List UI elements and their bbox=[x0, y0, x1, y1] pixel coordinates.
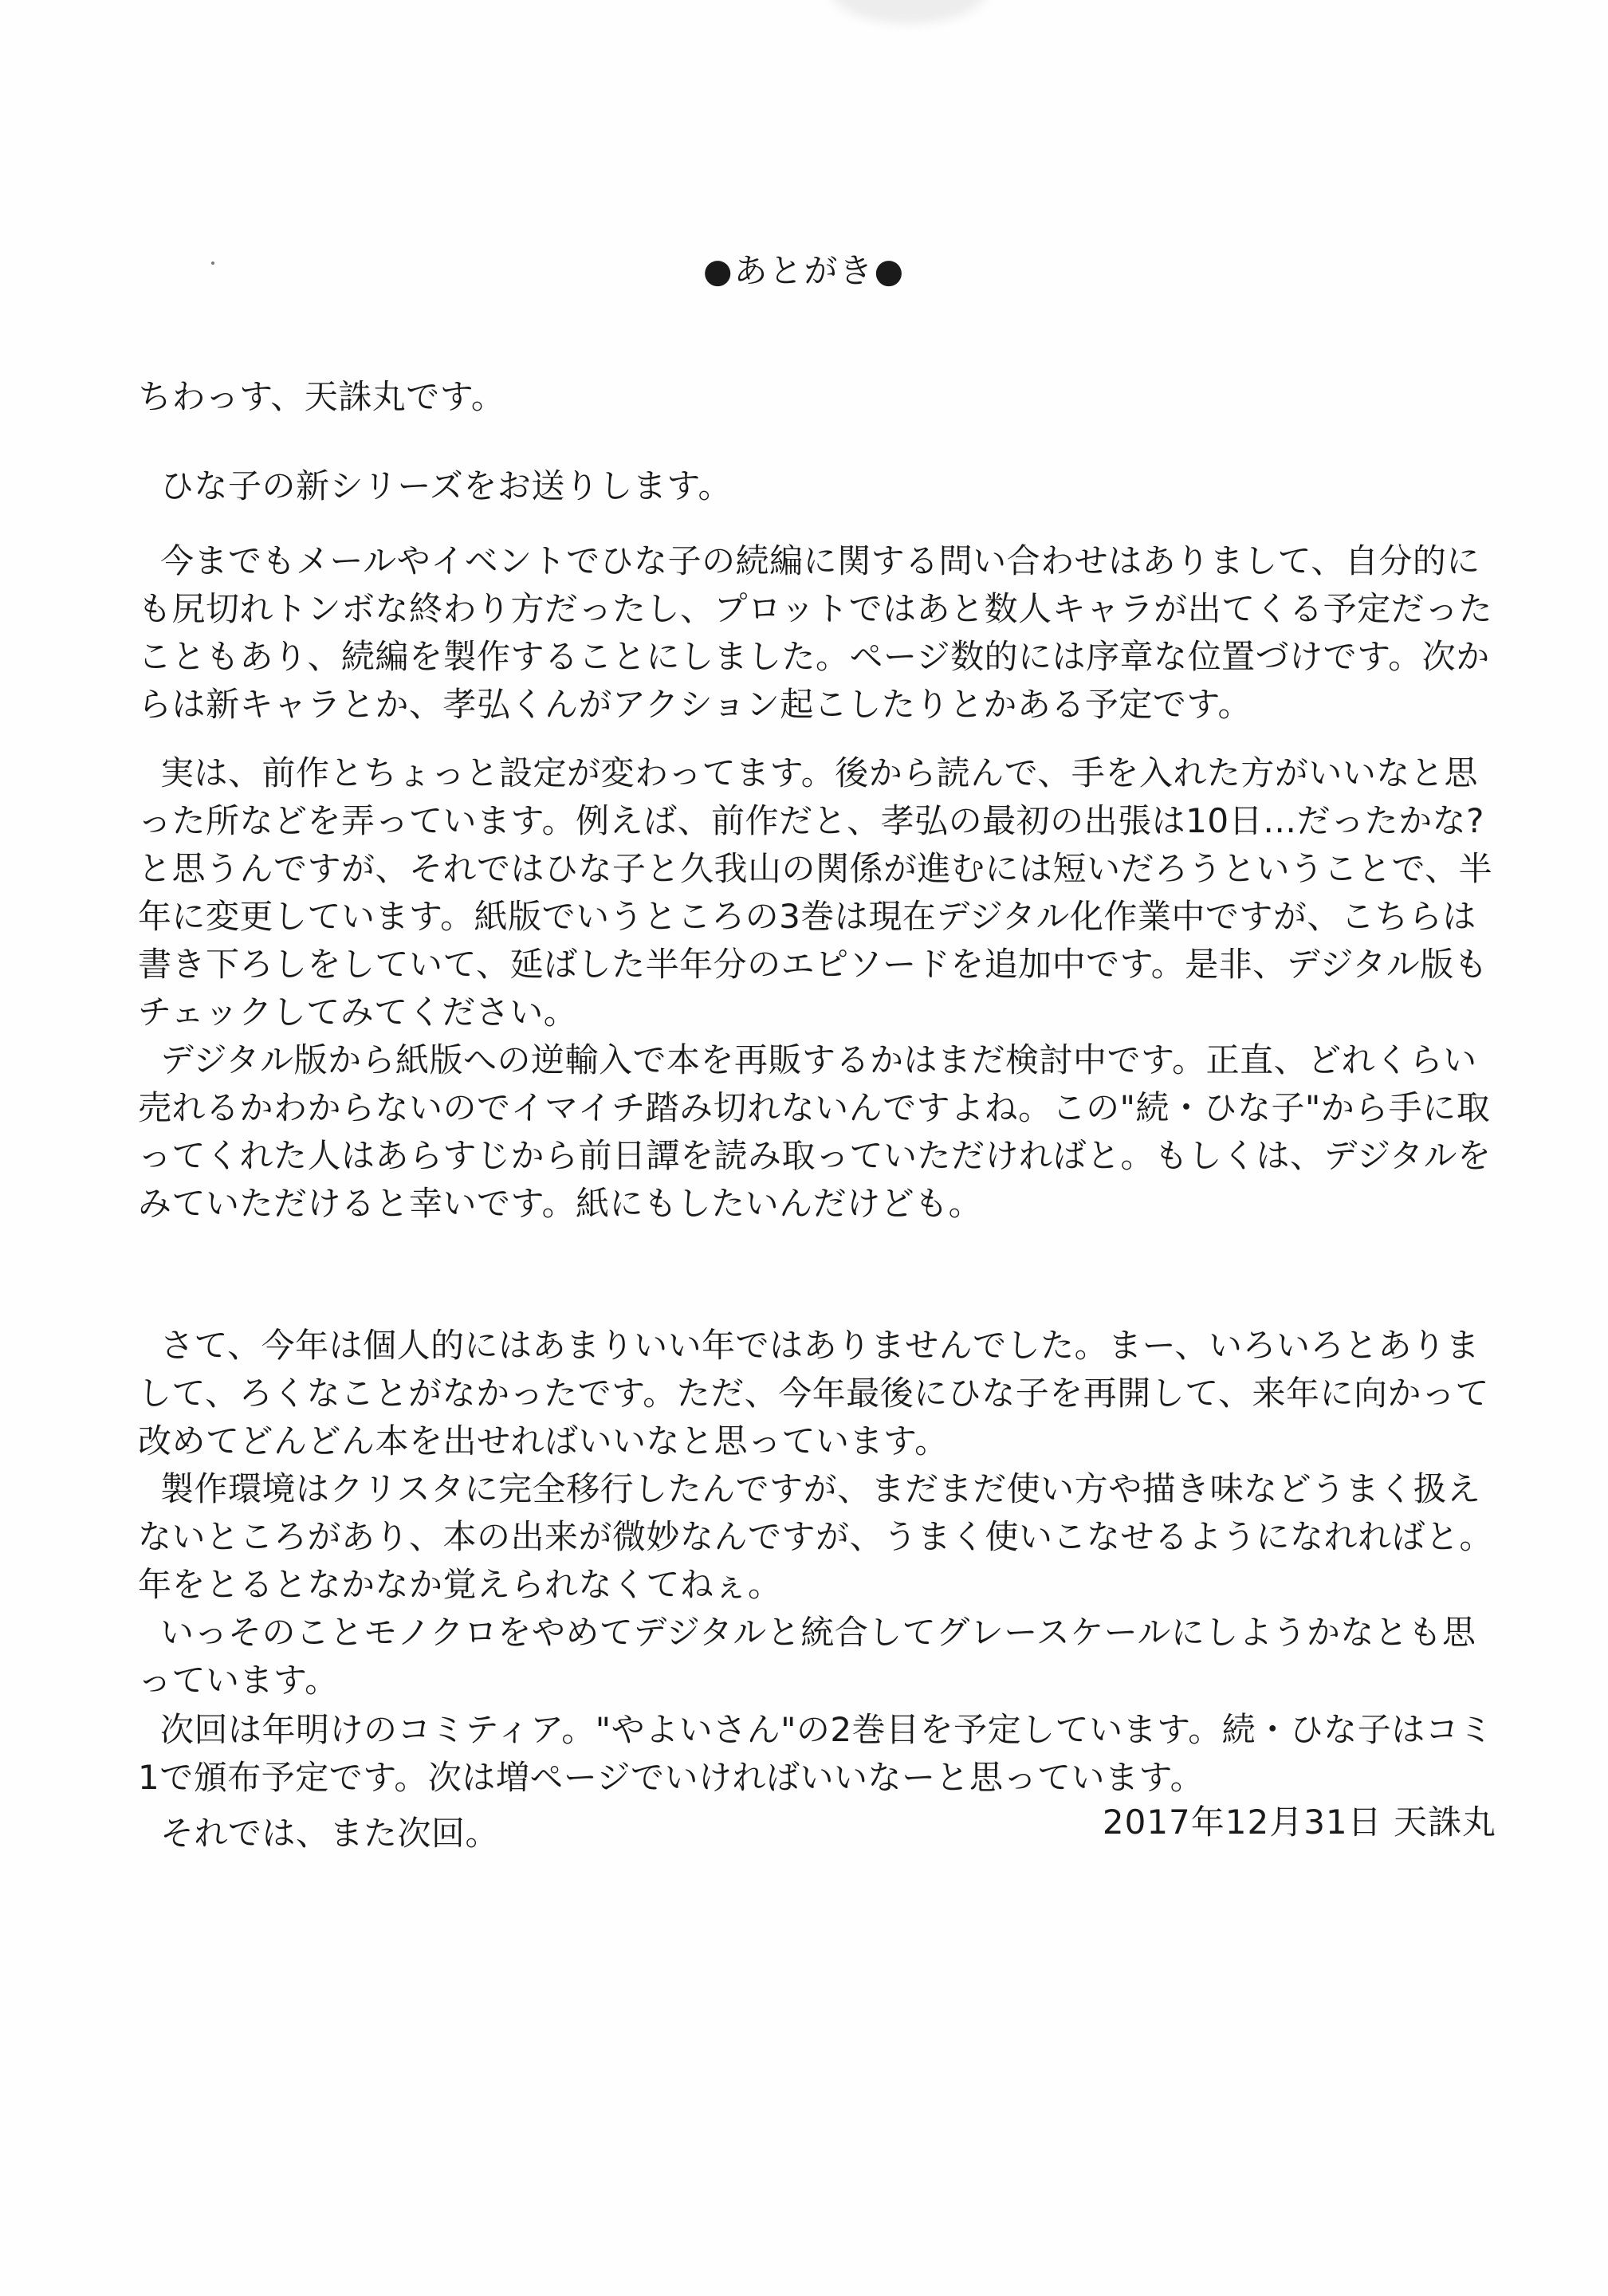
reprint-paragraph: デジタル版から紙版への逆輸入で本を再販するかはまだ検討中です。正直、どれくらい売れるかわからないのでイマイチ踏み切れないんですよね。この"続・ひな子"から手に取ってくれた人はあらすじから前日譚を読み取っていただければと。もしくは、デジタルをみていただけると幸いです。紙にもしたいんだけども。 bbox=[138, 1040, 1492, 1223]
greeting-block bbox=[138, 373, 1493, 421]
sequel-paragraph: 今までもメールやイベントでひな子の続編に関する問い合わせはありまして、自分的にも尻切れトンボな終わり方だったし、プロットではあと数人キャラが出てくる予定だったこともあり、続編を製作することにしました。ページ数的には序章な位置づけです。次からは新キャラとか、孝弘くんがアクション起こしたりとかある予定です。 bbox=[138, 541, 1493, 724]
scan-smudge bbox=[829, 0, 989, 24]
tools-paragraph: 製作環境はクリスタに完全移行したんですが、まだまだ使い方や描き味などうまく扱えないところがあり、本の出来が微妙なんですが、うまく使いこなせるようになれればと。年をとるとなかなか覚えられなくてねぇ。 bbox=[138, 1469, 1494, 1604]
year-block bbox=[138, 1322, 1493, 1704]
intro-block bbox=[138, 462, 1493, 510]
grayscale-paragraph: いっそのことモノクロをやめてデジタルと統合してグレースケールにしようかなとも思っています。 bbox=[138, 1613, 1476, 1700]
year-paragraph: さて、今年は個人的にはあまりいい年ではありませんでした。まー、いろいろとありまして、ろくなことがなかったです。ただ、今年最後にひな子を再開して、来年に向かって改めてどんどん本を出せればいいなと思っています。 bbox=[138, 1326, 1489, 1461]
settings-paragraph: 実は、前作とちょっと設定が変わってます。後から読んで、手を入れた方がいいなと思った所などを弄っています。例えば、前作だと、孝弘の最初の出張は10日…だったかな?と思うんですが、それではひな子と久我山の関係が進むには短いだろうということで、半年に変更しています。紙版でいうところの3巻は現在デジタル化作業中ですが、こちらは書き下ろしをしていて、延ばした半年分のエピソードを追加中です。是非、デジタル版もチェックしてみてください。 bbox=[138, 753, 1493, 1032]
page-title: ●あとがき● bbox=[702, 251, 906, 290]
intro-paragraph: ひな子の新シリーズをお送りします。 bbox=[160, 466, 733, 505]
settings-block bbox=[138, 749, 1493, 1228]
closing-text: それでは、また次回。 bbox=[160, 1814, 500, 1853]
sequel-block bbox=[138, 537, 1493, 729]
signature-date: 2017年12月31日 天誅丸 bbox=[1102, 1803, 1496, 1842]
greeting-text: ちわっす、天誅丸です。 bbox=[138, 377, 505, 416]
next-paragraph: 次回は年明けのコミティア。"やよいさん"の2巻目を予定しています。続・ひな子はコミ1で頒布予定です。次は増ページでいければいいなーと思っています。 bbox=[138, 1710, 1493, 1797]
